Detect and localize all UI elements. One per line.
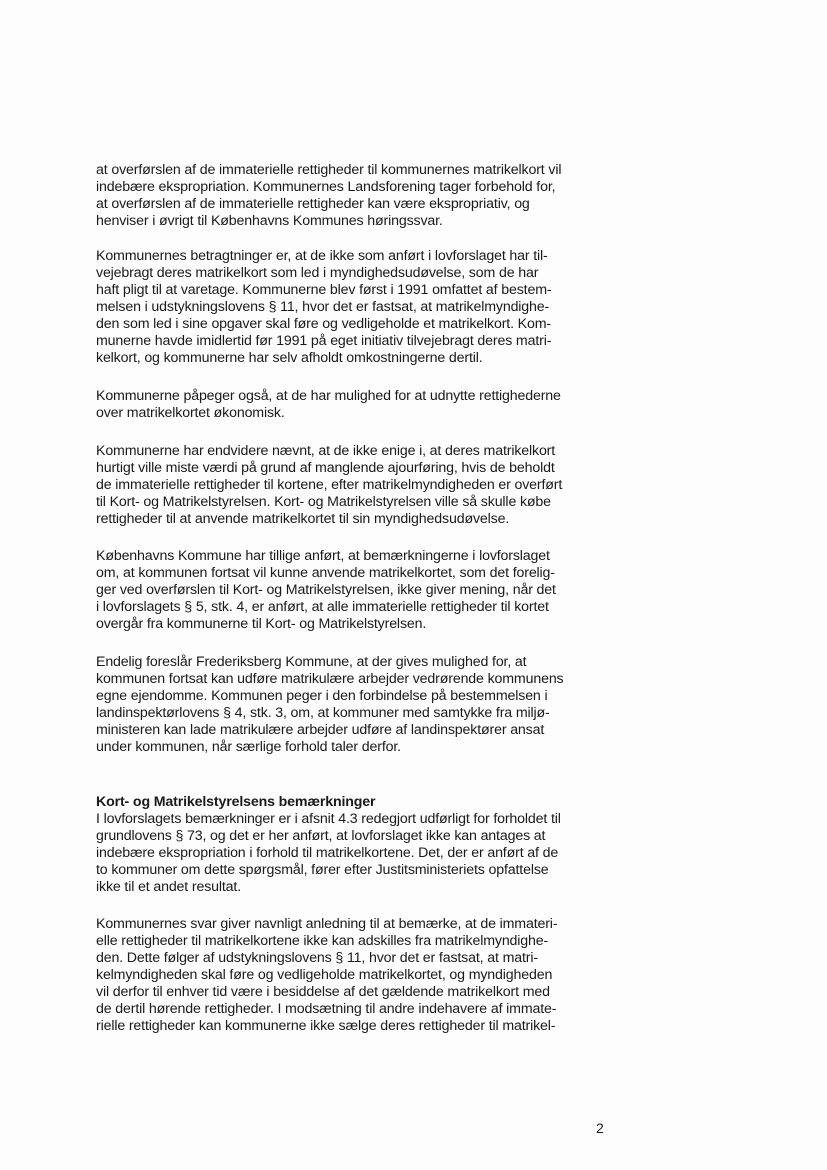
section-heading: Kort- og Matrikelstyrelsens bemærkninger: [96, 794, 376, 810]
text-line: Kommunernes svar giver navnligt anledning til at bemærke, at de immateri-: [96, 916, 558, 932]
text-line: i lovforslagets § 5, stk. 4, er anført, at alle immaterielle rettigheder til kortet: [96, 599, 549, 615]
text-line: henviser i øvrigt til Københavns Kommunes høringssvar.: [96, 213, 443, 229]
text-line: Kommunerne har endvidere nævnt, at de ikke enige i, at deres matrikelkort: [96, 443, 556, 459]
text-line: Endelig foreslår Frederiksberg Kommune, at der gives mulighed for, at: [96, 654, 527, 670]
text-line: Kommunerne påpeger også, at de har mulighed for at udnytte rettighederne: [96, 388, 561, 404]
text-line: de immaterielle rettigheder til kortene, efter matrikelmyndigheden er overført: [96, 477, 563, 493]
text-line: at overførslen af de immaterielle rettigheder til kommunernes matrikelkort vil: [96, 162, 562, 178]
text-line: landinspektørlovens § 4, stk. 3, om, at kommuner med samtykke fra miljø-: [96, 705, 550, 721]
text-line: ger ved overførslen til Kort- og Matrikelstyrelsen, ikke giver mening, når det: [96, 582, 556, 598]
text-line: rettigheder til at anvende matrikelkortet til sin myndighedsudøvelse.: [96, 511, 510, 527]
text-line: hurtigt ville miste værdi på grund af manglende ajourføring, hvis de beholdt: [96, 460, 555, 476]
text-line: den som led i sine opgaver skal føre og vedligeholde et matrikelkort. Kom-: [96, 316, 551, 332]
text-line: over matrikelkortet økonomisk.: [96, 405, 285, 421]
text-line: om, at kommunen fortsat vil kunne anvende matrikelkortet, som det forelig-: [96, 565, 555, 581]
text-line: vejebragt deres matrikelkort som led i myndighedsudøvelse, som de har: [96, 265, 539, 281]
text-line: vil derfor til enhver tid være i besiddelse af det gældende matrikelkort med: [96, 984, 550, 1000]
text-line: ikke til et andet resultat.: [96, 879, 241, 895]
text-line: grundlovens § 73, og det er her anført, at lovforslaget ikke kan antages at: [96, 828, 546, 844]
text-line: Kommunernes betragtninger er, at de ikke som anført i lovforslaget har til-: [96, 248, 548, 264]
text-line: de dertil hørende rettigheder. I modsætning til andre indehavere af immate-: [96, 1001, 557, 1017]
text-line: overgår fra kommunerne til Kort- og Matrikelstyrelsen.: [96, 616, 427, 632]
text-line: elle rettigheder til matrikelkortene ikke kan adskilles fra matrikelmyndighe-: [96, 933, 549, 949]
text-line: rielle rettigheder kan kommunerne ikke sælge deres rettigheder til matrikel-: [96, 1018, 556, 1034]
text-line: Københavns Kommune har tillige anført, at bemærkningerne i lovforslaget: [96, 548, 550, 564]
text-line: to kommuner om dette spørgsmål, fører efter Justitsministeriets opfattelse: [96, 862, 549, 878]
text-line: egne ejendomme. Kommunen peger i den forbindelse på bestemmelsen i: [96, 688, 548, 704]
text-line: indebære ekspropriation. Kommunernes Landsforening tager forbehold for,: [96, 179, 556, 195]
text-line: til Kort- og Matrikelstyrelsen. Kort- og Matrikelstyrelsen ville så skulle købe: [96, 494, 551, 510]
text-line: kelmyndigheden skal føre og vedligeholde matrikelkortet, og myndigheden: [96, 967, 553, 983]
text-line: I lovforslagets bemærkninger er i afsnit 4.3 redegjort udførligt for forholdet til: [96, 811, 561, 827]
page-number: 2: [596, 1120, 604, 1136]
text-line: munerne havde imidlertid før 1991 på eget initiativ tilvejebragt deres matri-: [96, 333, 552, 349]
text-line: haft pligt til at varetage. Kommunerne blev først i 1991 omfattet af bestem-: [96, 282, 552, 298]
text-line: kommunen fortsat kan udføre matrikulære arbejder vedrørende kommunens: [96, 671, 564, 687]
text-line: under kommunen, når særlige forhold taler derfor.: [96, 739, 401, 755]
text-line: ministeren kan lade matrikulære arbejder udføre af landinspektører ansat: [96, 722, 545, 738]
text-line: melsen i udstykningslovens § 11, hvor det er fastsat, at matrikelmyndighe-: [96, 299, 550, 315]
text-line: kelkort, og kommunerne har selv afholdt omkostningerne dertil.: [96, 350, 483, 366]
text-line: den. Dette følger af udstykningslovens § 11, hvor det er fastsat, at matri-: [96, 950, 538, 966]
text-line: indebære ekspropriation i forhold til matrikelkortene. Det, der er anført af de: [96, 845, 559, 861]
text-line: at overførslen af de immaterielle rettigheder kan være ekspropriativ, og: [96, 196, 530, 212]
